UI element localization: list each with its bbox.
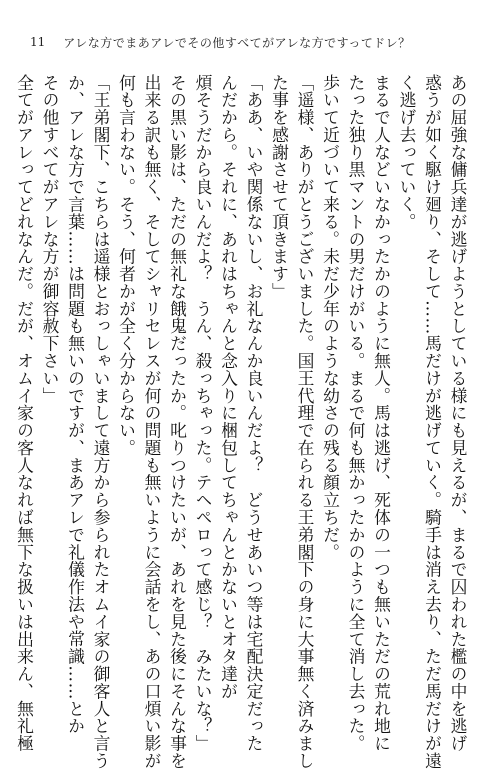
text-line: 何も言わない。そう、何者かが全く分からない。 bbox=[116, 74, 137, 457]
text-line: たった独り黒マントの男だけがいる。まるで何も無かったかのように全て消し去った。 bbox=[346, 74, 366, 753]
text-line: か、アレな方で言葉……は問題も無いのですが、まあアレで礼儀作法や常識……とか bbox=[65, 74, 86, 735]
text-line: 出来る訳も無く、そしてシャリセレスが何の問題も無いように会話をし、あの口煩い影が bbox=[142, 74, 162, 770]
text-line: 「ああ、いや関係ないし、お礼なんか良いんだよ？ どうせあいつ等は宅配決定だった bbox=[244, 74, 264, 753]
text-line: その他すべてがアレな方が御容赦下さい」 bbox=[40, 74, 60, 405]
text-line: 歩いて近づいて来る。未だ少年のような幼さの残る顔立ちだ。 bbox=[320, 74, 341, 561]
text-line: 煩そうだから良いんだよ？ うん、殺っちゃった。テヘペロって感じ？ みたいな？」 bbox=[193, 74, 213, 753]
text-line: 「王弟閣下、こちらは遥様とおっしゃいまして遠方から参られたオムイ家の御客人と言う bbox=[91, 74, 111, 770]
page-number: 11 bbox=[30, 35, 46, 49]
text-line: 「遥様、ありがとうございました。国王代理で在られる王弟閣下の身に大事無く済みまし bbox=[295, 74, 315, 770]
text-line: た事を感謝させて頂きます」 bbox=[269, 74, 290, 301]
text-line: 惑うが如く駆け廻り、そして……馬だけが逃げていく。騎手は消え去り、ただ馬だけが遠 bbox=[422, 74, 443, 770]
text-line: んだから。それに、あれはちゃんと念入りに梱包してちゃんとかないとオタ達が bbox=[218, 74, 239, 701]
text-line: その黒い影は、ただの無礼な餓鬼だったか。叱りつけたいが、あれを見た後にそんな事を bbox=[167, 74, 188, 770]
running-title: アレな方でまあアレでその他すべてがアレな方ですってドレ？ bbox=[63, 35, 411, 50]
text-line: あの屈強な傭兵達が逃げようとしている様にも見えるが、まるで囚われた檻の中を逃げ bbox=[448, 74, 468, 753]
page-header bbox=[30, 32, 470, 52]
text-line: まるで人などいなかったかのように無人。馬は逃げ、死体の一つも無いただの荒れ地に bbox=[371, 74, 392, 753]
text-line: 全てがアレってどれなんだ。だが、オムイ家の客人なれば無下な扱いは出来ん、無礼極 bbox=[14, 74, 35, 753]
vertical-body-text bbox=[14, 74, 470, 770]
text-line: く逃げ去っていく。 bbox=[397, 74, 417, 231]
